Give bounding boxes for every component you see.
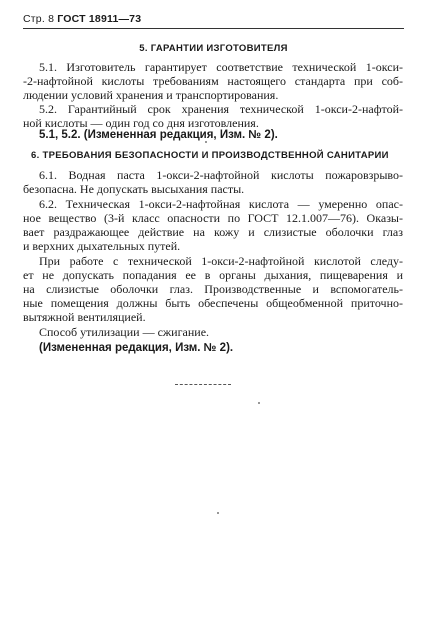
edition-note: 5.1, 5.2. (Измененная редакция, Изм. № 2). [39,129,278,141]
print-speck [205,141,207,143]
edition-note: (Измененная редакция, Изм. № 2). [39,342,234,354]
paragraph-line: вытяжной вентиляцией. [23,310,146,324]
paragraph-line: При работе с технической 1-окси-2-нафтойной кислотой следу- [39,254,403,268]
paragraph-line: людении условий хранения и транспортирования. [23,88,279,102]
paragraph-line: ные помещения должны быть обеспечены общеобменной приточно- [23,296,403,310]
paragraph-line: вает раздражающее действие на кожу и слизистые оболочки глаз [23,225,403,239]
end-separator [175,384,231,385]
paragraph-line: безопасна. Не допускать высыхания пасты. [23,182,245,196]
section-5-title: 5. ГАРАНТИИ ИЗГОТОВИТЕЛЯ [139,43,288,54]
paragraph-line: -2-нафтойной кислоты требованиям настоящего стандарта при соб- [23,74,403,88]
paragraph-line: 6.2. Техническая 1-окси-2-нафтойная кислота — умеренно опас- [39,197,403,211]
paragraph-line: 5.2. Гарантийный срок хранения технической 1-окси-2-нафтой- [39,102,403,116]
paragraph-line: и верхних дыхательных путей. [23,239,181,253]
print-speck [217,512,219,514]
paragraph-line: ное вещество (3-й класс опасности по ГОСТ 12.1.007—76). Оказы- [23,211,403,225]
print-speck [258,402,260,404]
paragraph-line: Способ утилизации — сжигание. [39,325,210,339]
paragraph-line: ной кислоты — один год со дня изготовления. [23,116,259,130]
paragraph-line: 6.1. Водная паста 1-окси-2-нафтойной кислоты пожаровзрыво- [39,168,403,182]
page-number: Стр. 8 [23,13,55,25]
paragraph-line: 5.1. Изготовитель гарантирует соответствие технической 1-окси- [39,60,403,74]
paragraph-line: на слизистые оболочки глаз. Производственные и вспомогатель- [23,282,403,296]
paragraph-line: ет не допускать попадания ее в органы дыхания, пищеварения и [23,268,403,282]
page-header [23,13,141,25]
standard-number: ГОСТ 18911—73 [57,13,142,25]
section-6-title: 6. ТРЕБОВАНИЯ БЕЗОПАСНОСТИ И ПРОИЗВОДСТВЕННОЙ САНИТАРИИ [31,150,389,161]
header-rule [23,28,404,29]
